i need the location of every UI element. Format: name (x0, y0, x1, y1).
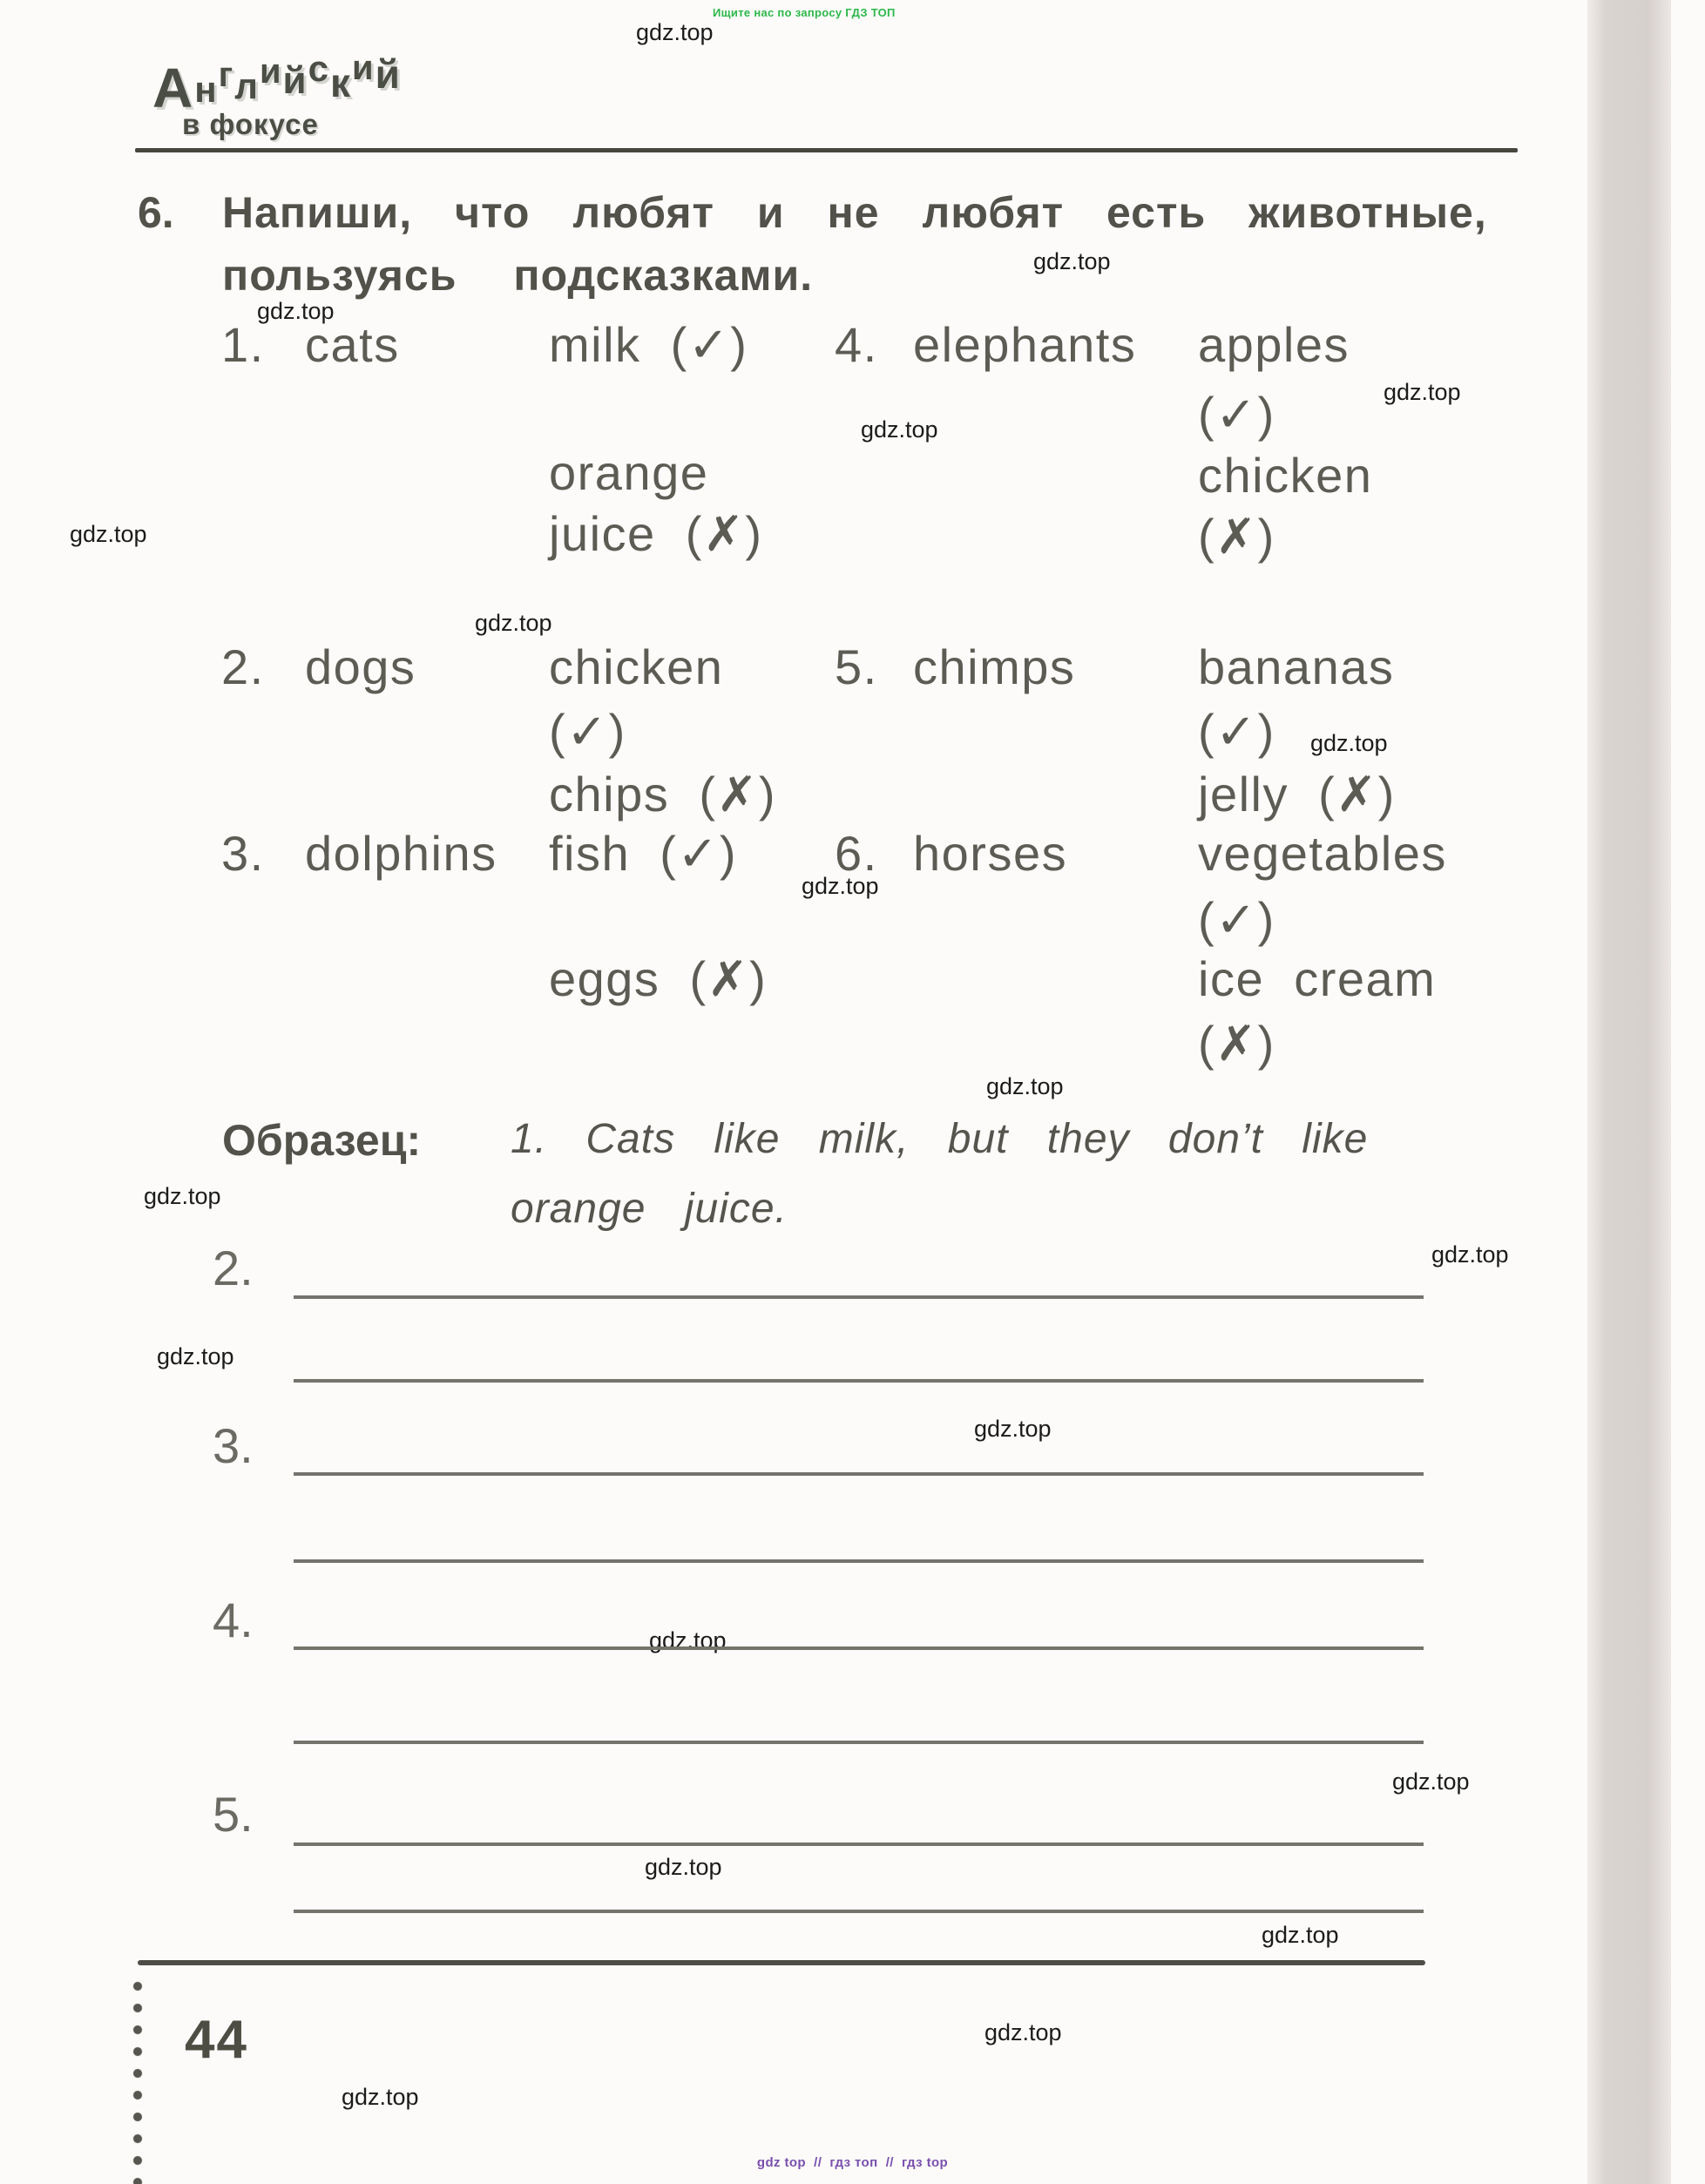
item-number: 1. (221, 317, 265, 372)
gdz-watermark: gdz.top (984, 2019, 1062, 2045)
page-number: 44 (185, 2010, 248, 2070)
gdz-watermark: gdz.top (475, 610, 552, 636)
food-label: (✓) (549, 704, 626, 759)
gdz-watermark: gdz.top (257, 298, 335, 324)
answer-number: 2. (213, 1241, 254, 1295)
animal-label: dolphins (305, 826, 497, 881)
food-label: (✓) (1198, 892, 1275, 947)
item-number: 6. (835, 826, 878, 881)
food-label: juice (✗) (549, 506, 763, 561)
gdz-watermark: gdz.top (342, 2084, 419, 2110)
scan-shadow-band (1587, 0, 1671, 2184)
answer-writing-line (294, 1646, 1424, 1650)
gdz-watermark: gdz.top (1262, 1922, 1339, 1948)
food-label: vegetables (1198, 826, 1447, 881)
gdz-watermark: gdz.top (802, 873, 879, 899)
food-label: eggs (✗) (549, 951, 768, 1006)
gdz-watermark: gdz.top (861, 416, 938, 443)
answer-number: 3. (213, 1418, 254, 1473)
gdz-watermark: gdz.top (1384, 379, 1461, 405)
binding-dots (132, 1979, 143, 2184)
sample-sentence-line2: orange juice. (511, 1186, 788, 1232)
item-number: 5. (835, 639, 878, 694)
food-label: apples (1198, 317, 1350, 372)
food-label: fish (✓) (549, 826, 737, 881)
gdz-watermark: gdz.top (1310, 730, 1388, 756)
food-label: milk (✓) (549, 317, 748, 372)
promo-text: Ищите нас по запросу ГДЗ ТОП (713, 6, 896, 19)
answer-writing-line (294, 1910, 1424, 1913)
gdz-watermark: gdz.top (1033, 248, 1111, 274)
answer-writing-line (294, 1472, 1424, 1476)
food-label: bananas (1198, 639, 1395, 694)
animal-label: chimps (913, 639, 1076, 694)
answer-number: 4. (213, 1592, 254, 1647)
logo-title: Английский (152, 48, 402, 119)
answer-writing-line (294, 1295, 1424, 1299)
animal-label: dogs (305, 639, 416, 694)
answer-number: 5. (213, 1787, 254, 1842)
item-number: 2. (221, 639, 265, 694)
gdz-watermark: gdz.top (1392, 1768, 1470, 1795)
animal-label: horses (913, 826, 1068, 881)
exercise-title-line2: пользуясь подсказками. (222, 251, 814, 300)
answer-writing-line (294, 1843, 1424, 1846)
gdz-watermark: gdz.top (986, 1073, 1064, 1099)
food-label: (✓) (1198, 387, 1275, 442)
item-number: 3. (221, 826, 265, 881)
answer-writing-line (294, 1379, 1424, 1383)
food-label: chicken (1198, 448, 1373, 503)
animal-label: cats (305, 317, 400, 372)
food-label: chips (✗) (549, 767, 777, 822)
gdz-watermark: gdz.top (645, 1854, 722, 1880)
animal-label: elephants (913, 317, 1137, 372)
spotlight-logo (152, 48, 402, 141)
food-label: ice cream (1198, 951, 1437, 1006)
gdz-watermark: gdz.top (974, 1416, 1052, 1442)
food-label: (✓) (1198, 704, 1275, 759)
gdz-watermark: gdz.top (636, 19, 714, 45)
gdz-watermark: gdz.top (649, 1627, 727, 1653)
footer-links: gdz top // гдз топ // гдз top (756, 2155, 949, 2170)
food-label: jelly (✗) (1198, 767, 1396, 822)
answer-writing-line (294, 1559, 1424, 1563)
sample-sentence-line1: 1. Cats like milk, but they don’t like (511, 1116, 1369, 1162)
food-label: chicken (549, 639, 724, 694)
food-label: (✗) (1198, 1016, 1275, 1071)
item-number: 4. (835, 317, 878, 372)
exercise-title-line1: Напиши, что любят и не любят есть животные, (222, 188, 1487, 237)
gdz-watermark: gdz.top (157, 1343, 234, 1369)
food-label: (✗) (1198, 509, 1275, 564)
logo-subtitle: в фокусе (182, 108, 319, 140)
header-divider (135, 148, 1518, 152)
food-label: orange (549, 445, 709, 500)
gdz-watermark: gdz.top (1431, 1241, 1509, 1268)
gdz-watermark: gdz.top (70, 521, 147, 547)
answer-writing-line (294, 1741, 1424, 1744)
footer-divider (138, 1960, 1425, 1965)
sample-label: Образец: (222, 1116, 422, 1165)
exercise-number: 6. (138, 188, 174, 237)
gdz-watermark: gdz.top (144, 1183, 221, 1209)
